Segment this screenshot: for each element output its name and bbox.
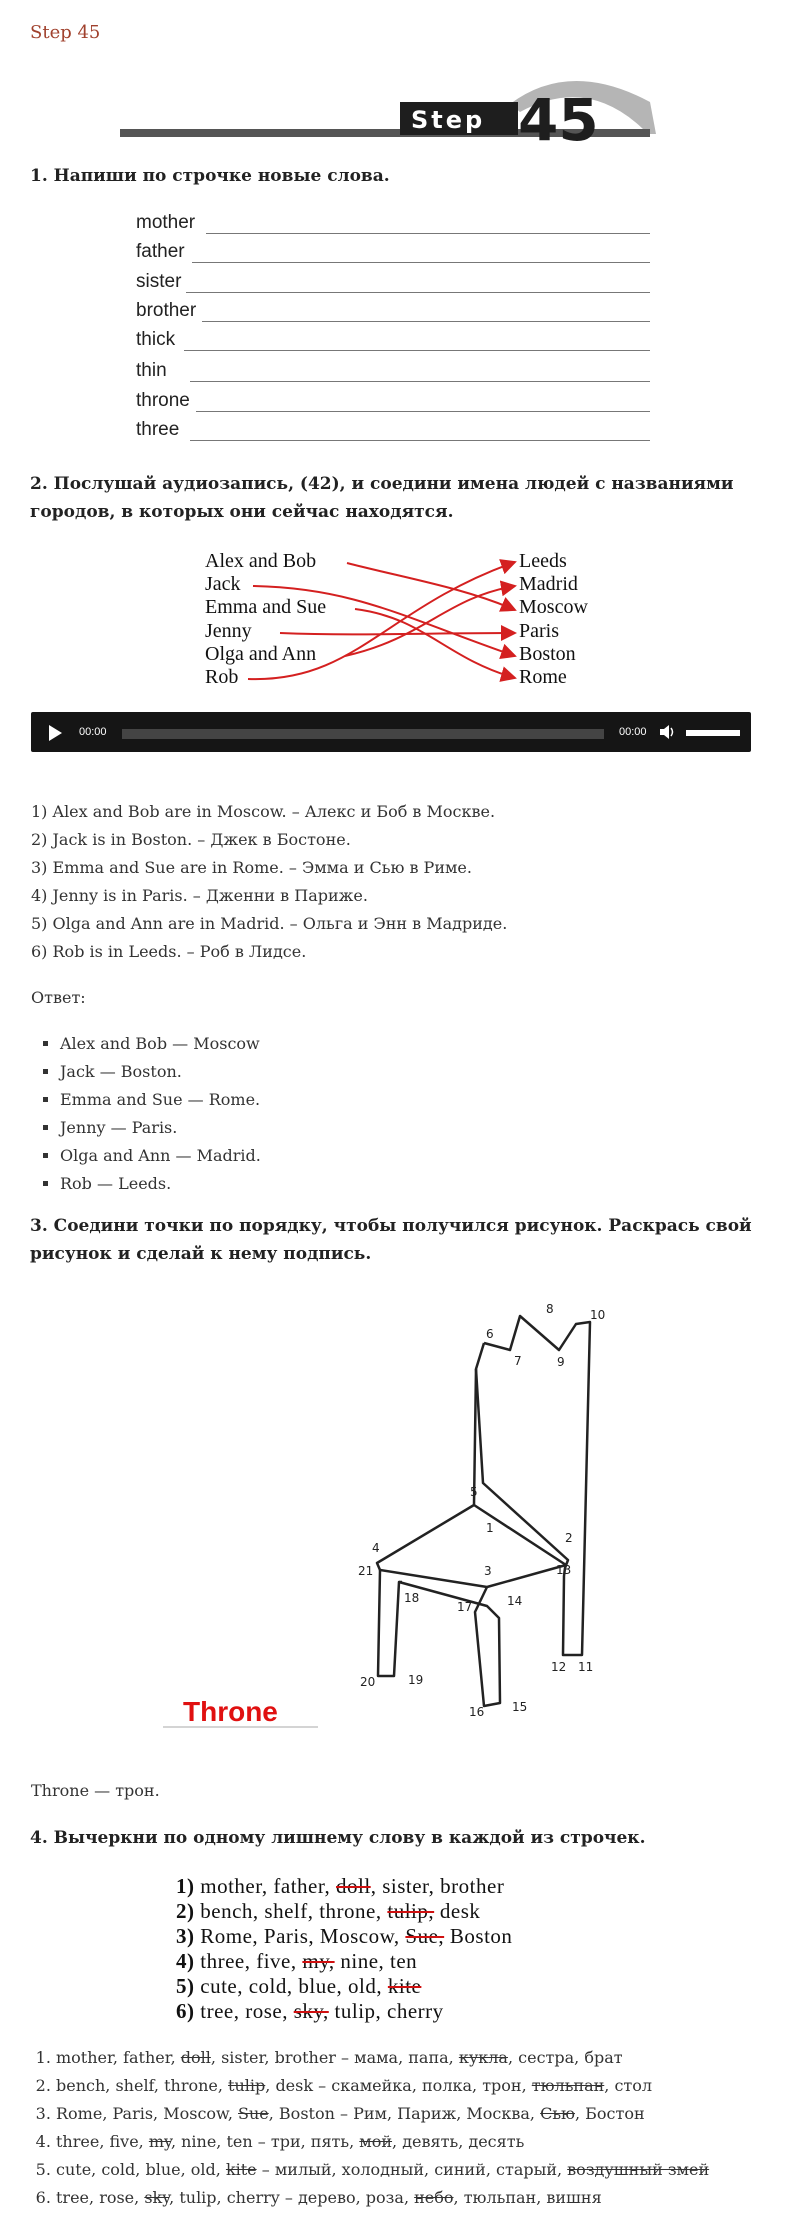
- writing-line: [202, 321, 650, 322]
- match-city: Moscow: [519, 596, 588, 618]
- word-item: sister: [136, 271, 182, 292]
- row-text: tulip, cherry: [328, 1999, 444, 2023]
- dot-label: 8: [546, 1302, 554, 1316]
- dot-label: 9: [557, 1355, 565, 1369]
- answer-item: ▪ Jack — Boston.: [60, 1058, 261, 1086]
- writing-line: [190, 381, 650, 382]
- dot-label: 20: [360, 1675, 376, 1689]
- result-text: mother, father,: [56, 2048, 181, 2067]
- row-number: 1): [176, 1874, 195, 1898]
- result-text: , tulip, cherry – дерево, роза,: [169, 2188, 415, 2207]
- dot-label: 21: [358, 1564, 374, 1578]
- task3-title-line2: рисунок и сделай к нему подпись.: [30, 1244, 372, 1264]
- matching-exercise: [205, 548, 605, 698]
- dot-label: 6: [486, 1327, 494, 1341]
- struck-word: doll: [180, 2048, 211, 2067]
- dot-label: 2: [565, 1531, 573, 1545]
- dot-label: 10: [590, 1308, 606, 1322]
- row-text: Boston: [444, 1924, 513, 1948]
- play-icon[interactable]: [49, 725, 62, 741]
- result-item: [56, 2100, 709, 2128]
- throne-translation: Throne — трон.: [31, 1781, 160, 1800]
- word-item: mother: [136, 212, 196, 233]
- answer-item: ▪ Rob — Leeds.: [60, 1170, 261, 1198]
- row-number: 6): [176, 1999, 195, 2023]
- dot-label: 17: [457, 1600, 473, 1614]
- crossed-word: Sue,: [405, 1924, 445, 1948]
- dot-label: 5: [470, 1485, 478, 1499]
- writing-line: [184, 350, 650, 351]
- word-item: thick: [136, 329, 176, 350]
- answer-item: ▪ Olga and Ann — Madrid.: [60, 1142, 261, 1170]
- exercise-row: [176, 1874, 504, 1899]
- writing-line: [196, 411, 650, 412]
- result-text: three, five,: [56, 2132, 149, 2151]
- row-number: 3): [176, 1924, 195, 1948]
- writing-line: [206, 233, 650, 234]
- result-text: , Бостон: [574, 2104, 645, 2123]
- row-text: bench, shelf, throne,: [200, 1899, 388, 1923]
- dot-label: 1: [486, 1521, 494, 1535]
- progress-bar[interactable]: [122, 729, 604, 739]
- word-item: throne: [136, 390, 190, 411]
- match-city: Leeds: [519, 550, 567, 572]
- dot-label: 16: [469, 1705, 485, 1719]
- task4-title: 4. Вычеркни по одному лишнему слову в каждой из строчек.: [30, 1828, 646, 1848]
- crossed-word: doll: [336, 1874, 371, 1898]
- match-name: Olga and Ann: [205, 643, 317, 665]
- sentence: 5) Olga and Ann are in Madrid. – Ольга и Энн в Мадриде.: [31, 914, 508, 933]
- row-text: mother, father,: [200, 1874, 337, 1898]
- banner-word: Step: [411, 106, 486, 134]
- row-text: three, five,: [200, 1949, 303, 1973]
- dot-label: 14: [507, 1594, 523, 1608]
- chair-seat-outline: [377, 1369, 566, 1587]
- audio-player: [31, 712, 751, 752]
- sentence: 6) Rob is in Leeds. – Роб в Лидсе.: [31, 942, 307, 961]
- struck-word: тюльпан: [531, 2076, 605, 2095]
- struck-word: Сью: [540, 2104, 575, 2123]
- match-city: Paris: [519, 620, 559, 642]
- row-number: 4): [176, 1949, 195, 1973]
- struck-word: my: [148, 2132, 171, 2151]
- crossed-word: sky,: [293, 1999, 329, 2023]
- result-text: bench, shelf, throne,: [56, 2076, 229, 2095]
- exercise-row: [176, 1974, 421, 1999]
- dot-label: 12: [551, 1660, 567, 1674]
- match-line: [355, 609, 515, 678]
- matching-lines: [205, 548, 605, 698]
- match-city: Madrid: [519, 573, 578, 595]
- dot-label: 3: [484, 1564, 492, 1578]
- match-line: [280, 633, 515, 634]
- dot-label: 13: [556, 1563, 572, 1577]
- crossed-word: my,: [302, 1949, 335, 1973]
- struck-word: небо: [414, 2188, 454, 2207]
- task1-title: 1. Напиши по строчке новые слова.: [30, 166, 390, 186]
- writing-line: [190, 440, 650, 441]
- dot-label: 19: [408, 1673, 424, 1687]
- result-text: tree, rose,: [56, 2188, 145, 2207]
- chair-back-outline: [476, 1316, 590, 1655]
- exercise-row: [176, 1924, 512, 1949]
- answer-list: [30, 1030, 261, 1198]
- result-text: , Boston – Рим, Париж, Москва,: [268, 2104, 541, 2123]
- match-city: Boston: [519, 643, 576, 665]
- exercise-row: [176, 1999, 444, 2024]
- sentence: 2) Jack is in Boston. – Джек в Бостоне.: [31, 830, 351, 849]
- task2-title-line1: 2. Послушай аудиозапись, (42), и соедини имена людей с названиями: [30, 474, 734, 494]
- result-text: , стол: [604, 2076, 653, 2095]
- row-number: 5): [176, 1974, 195, 1998]
- drawing-caption: Throne: [183, 1696, 278, 1727]
- result-text: , девять, десять: [392, 2132, 525, 2151]
- dot-label: 18: [404, 1591, 420, 1605]
- struck-word: kite: [225, 2160, 257, 2179]
- word-item: three: [136, 419, 180, 440]
- match-name: Jenny: [205, 620, 252, 642]
- match-name: Jack: [205, 573, 241, 595]
- step-label: Step 45: [30, 22, 101, 43]
- struck-word: мой: [359, 2132, 393, 2151]
- row-text: nine, ten: [334, 1949, 418, 1973]
- current-time: 00:00: [79, 726, 107, 738]
- match-city: Rome: [519, 666, 567, 688]
- word-item: thin: [136, 360, 167, 381]
- exercise-row: [176, 1899, 480, 1924]
- banner-number: 45: [518, 86, 599, 148]
- row-text: Rome, Paris, Moscow,: [200, 1924, 406, 1948]
- sentence: 4) Jenny is in Paris. – Дженни в Париже.: [31, 886, 368, 905]
- task3-title-line1: 3. Соедини точки по порядку, чтобы получился рисунок. Раскрась свой: [30, 1216, 752, 1236]
- result-text: , сестра, брат: [507, 2048, 623, 2067]
- result-item: [56, 2072, 709, 2100]
- dot-label: 11: [578, 1660, 594, 1674]
- crossed-word: tulip,: [387, 1899, 435, 1923]
- dot-to-dot-chair: [0, 1280, 786, 1740]
- struck-word: sky: [144, 2188, 170, 2207]
- struck-word: воздушный змей: [567, 2160, 710, 2179]
- chair-legs-outline: [378, 1570, 500, 1706]
- sentence: 3) Emma and Sue are in Rome. – Эмма и Сью в Риме.: [31, 858, 472, 877]
- answer-item: ▪ Jenny — Paris.: [60, 1114, 261, 1142]
- answer-item: ▪ Alex and Bob — Moscow: [60, 1030, 261, 1058]
- result-text: , nine, ten – три, пять,: [170, 2132, 360, 2151]
- match-name: Alex and Bob: [205, 550, 317, 572]
- dot-label: 7: [514, 1354, 522, 1368]
- exercise-row: [176, 1949, 417, 1974]
- results-list: [30, 2044, 709, 2212]
- result-item: [56, 2044, 709, 2072]
- word-item: brother: [136, 300, 197, 321]
- task2-title-line2: городов, в которых они сейчас находятся.: [30, 502, 454, 522]
- result-item: [56, 2128, 709, 2156]
- match-name: Emma and Sue: [205, 596, 327, 618]
- result-item: [56, 2156, 709, 2184]
- step-banner: [120, 64, 660, 148]
- writing-line: [186, 292, 650, 293]
- match-name: Rob: [205, 666, 239, 688]
- writing-line: [192, 262, 650, 263]
- result-text: Rome, Paris, Moscow,: [56, 2104, 239, 2123]
- result-text: , desk – скамейка, полка, трон,: [265, 2076, 532, 2095]
- answer-item: ▪ Emma and Sue — Rome.: [60, 1086, 261, 1114]
- struck-word: кукла: [458, 2048, 508, 2067]
- row-text: desk: [434, 1899, 481, 1923]
- volume-icon[interactable]: [659, 724, 677, 740]
- duration: 00:00: [619, 726, 647, 738]
- word-item: father: [136, 241, 185, 262]
- answer-label: Ответ:: [31, 988, 86, 1007]
- dot-label: 4: [372, 1541, 380, 1555]
- result-text: – милый, холодный, синий, старый,: [256, 2160, 568, 2179]
- dot-label: 15: [512, 1700, 528, 1714]
- volume-slider[interactable]: [686, 730, 740, 736]
- result-text: cute, cold, blue, old,: [56, 2160, 226, 2179]
- row-text: cute, cold, blue, old,: [200, 1974, 388, 1998]
- step-banner-graphic: [120, 64, 660, 148]
- crossed-word: kite: [387, 1974, 422, 1998]
- match-line: [345, 586, 515, 656]
- struck-word: Sue: [238, 2104, 269, 2123]
- row-number: 2): [176, 1899, 195, 1923]
- result-text: , тюльпан, вишня: [453, 2188, 602, 2207]
- result-item: [56, 2184, 709, 2212]
- row-text: tree, rose,: [200, 1999, 294, 2023]
- result-text: , sister, brother – мама, папа,: [210, 2048, 459, 2067]
- row-text: , sister, brother: [370, 1874, 505, 1898]
- sentence: 1) Alex and Bob are in Moscow. – Алекс и Боб в Москве.: [31, 802, 496, 821]
- struck-word: tulip: [228, 2076, 266, 2095]
